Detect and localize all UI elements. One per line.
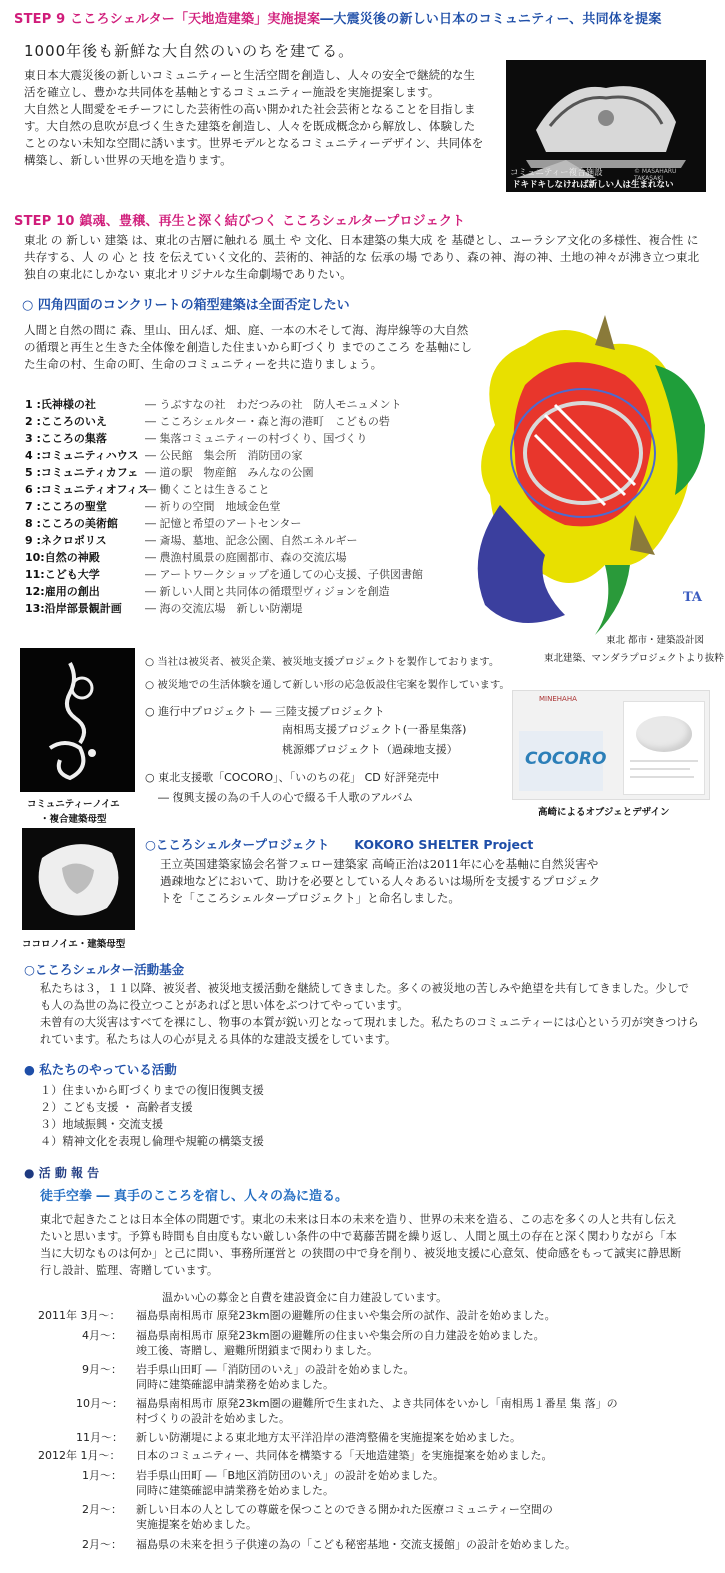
cd-caption: 高崎によるオブジェとデザイン [538, 807, 670, 818]
activity-item: ４）精神文化を表現し倫理や規範の構築支援 [40, 1135, 264, 1148]
step10-heading [14, 210, 465, 229]
step10-paragraph: 東北 の 新しい 建築 は、東北の古層に触れる 風土 や 文化、日本建築の集大成 を 基礎とし、ユーラシア文化の多様性、複合性 に 共存する、人 の 心 と 技 を伝えていく文化的、芸術的、神話的な 伝承の場 であり、森の神、海の神、土地の神々が沸き立つ東北独自の東北にしかない 東北オリジナルな生命劇場でありたい。 [24, 233, 700, 281]
cd-cover-image [512, 690, 710, 800]
report-text: 新しい日本の人としての尊厳を保つことのできる開かれた医療コミュニティー空間の [136, 1503, 553, 1516]
activity-item: ３）地域振興・交流支援 [40, 1118, 164, 1131]
cd-line-2: ― 復興支援の為の千人の心で綴る千人歌のアルバム [158, 791, 414, 804]
report-text: 福島県南相馬市 原発23km圏の避難所の住まいや集会所の自力建設を始めました。 [136, 1329, 545, 1342]
facility-description: ― 働くことは生きること [145, 483, 270, 496]
facility-list-item [25, 600, 303, 617]
facility-number: 9 :ネクロポリス [25, 534, 107, 547]
facility-list-item [25, 481, 270, 498]
report-text: 日本のコミュニティー、共同体を構築する「天地造建築」を実施提案を始めました。 [136, 1449, 553, 1462]
report-date: 1月～： [82, 1469, 122, 1482]
report-paragraph: 東北で起きたことは日本全体の問題です。東北の未来は日本の未来を造り、世界の未来を造る、この志を多くの人と共有し伝えたいと思います。予算も時間も自由度もない厳しい条件の中で葛藤苦闘を繰り返し、人間と風土の存在と深く関わりながら「本当に大切なものは何か」と己に問い、事務所運営と の狭間の中で身を削り、被災地支援に心意気、使命感をもって誠実に静思断行し設計、監理、寄贈しています。 [40, 1213, 682, 1277]
photo-caption: ドキドキしなければ新しい人は生まれない [512, 180, 674, 190]
facility-description: ― 道の駅 物産館 みんなの公園 [145, 466, 314, 479]
cd-booklet [519, 731, 607, 791]
shelter-paragraph: 王立英国建築家協会名誉フェロー建築家 高崎正治は2011年に心を基軸に自然災害や過疎地などにおいて、助けを必要としている人々あるいは場所を支援するプロジェクトを「こころシェルタープロジェクト」と命名しました。 [160, 857, 601, 905]
step10-title: 鎮魂、豊穣、再生と深く結びつく こころシェルタープロジェクト [79, 214, 466, 229]
facility-description: ― 海の交流広場 新しい防潮堤 [145, 602, 303, 615]
report-date: 2月～： [82, 1503, 122, 1516]
facility-number: 8 :こころの美術館 [25, 517, 118, 530]
report-text-continued: 竣工後、寄贈し、避難所閉鎖まで関わりました。 [136, 1344, 378, 1357]
report-date: 4月～： [82, 1329, 122, 1342]
facility-list-item [25, 396, 402, 413]
shelter-heading: ○こころシェルタープロジェクト KOKORO SHELTER Project [145, 837, 534, 852]
cd-brand: MINEHAHA [539, 695, 577, 703]
report-text-continued: 実施提案を始めました。 [136, 1518, 257, 1531]
report-text: 福島県の未来を担う子供達の為の「こども秘密基地・交流支援館」の設計を始めました。 [136, 1538, 576, 1551]
facility-description: ― 集落コミュニティーの村づくり、国づくり [145, 432, 368, 445]
facility-number: 2 :こころのいえ [25, 415, 107, 428]
report-text-continued: 村づくりの設計を始めました。 [136, 1412, 290, 1425]
report-text: 福島県南相馬市 原発23km圏の避難所で生まれた、よき共同体をいかし「南相馬１番星 集 落」の [136, 1397, 618, 1410]
facility-description: ― 公民館 集会所 消防団の家 [145, 449, 303, 462]
facility-number: 10:自然の神殿 [25, 551, 100, 564]
facility-number: 6 :コミュニティオフィス [25, 483, 149, 496]
facility-list-item [25, 532, 358, 549]
facility-description: ― 農漁村風景の庭園都市、森の交流広場 [145, 551, 347, 564]
noie-caption-1: コミュニティーノイエ [27, 799, 120, 810]
fund-paragraph-1: 私たちは３，１１以降、被災者、被災地支援活動を継続してきました。多くの被災地の苦しみや絶望を共有してきました。少しでも人の為世の為に役立つことがあればと思い体をぶつけてやっています。 [40, 982, 689, 1012]
community-noie-photo [20, 648, 135, 792]
facility-description: ― こころシェルター・森と海の港町 こどもの砦 [145, 415, 390, 428]
kokoro-noie-photo [22, 828, 135, 930]
facility-list-item [25, 566, 423, 583]
report-date: 9月～： [82, 1363, 122, 1376]
report-text: 新しい防潮堤による東北地方太平洋沿岸の港湾整備を実施提案を始めました。 [136, 1431, 521, 1444]
report-text: 福島県南相馬市 原発23km圏の避難所の住まいや集会所の試作、設計を始めました。 [136, 1309, 556, 1322]
facility-list-item [25, 430, 367, 447]
activity-item: ２）こども支援 ・ 高齢者支援 [40, 1101, 193, 1114]
facility-list-item [25, 515, 301, 532]
report-date: 2012年 1月～： [38, 1449, 121, 1462]
facility-number: 12:雇用の創出 [25, 585, 100, 598]
kokoro-noie-caption: ココロノイエ・建築母型 [22, 939, 126, 950]
facility-number: 7 :こころの聖堂 [25, 500, 107, 513]
noie-caption-2: ・複合建築母型 [40, 814, 107, 825]
cd-title: COCORO [525, 749, 607, 769]
community-facility-photo [506, 60, 706, 192]
facility-description: ― うぶすなの社 わだつみの社 防人モニュメント [145, 398, 402, 411]
report-text-continued: 同時に建築確認申請業務を始めました。 [136, 1484, 334, 1497]
support-note-1: ○ 当社は被災者、被災企業、被災地支援プロジェクトを製作しております。 [145, 656, 500, 668]
fund-heading: ○こころシェルター活動基金 [24, 962, 185, 977]
report-text: 岩手県山田町 ―「消防団のいえ」の設計を始めました。 [136, 1363, 415, 1376]
photo-label: コミュニティー複合施設 [510, 168, 603, 178]
activities-heading: ● 私たちのやっている活動 [24, 1062, 177, 1077]
art-signature: TA [682, 590, 702, 605]
concrete-heading: ○ 四角四面のコンクリートの箱型建築は全面否定したい [22, 298, 350, 313]
facility-list-item [25, 447, 303, 464]
project-tougenkyou: 桃源郷プロジェクト（過疎地支援） [282, 743, 458, 756]
facility-list-item [25, 549, 347, 566]
facility-list-item [25, 583, 390, 600]
facility-number: 11:こども大学 [25, 568, 100, 581]
step9-title: こころシェルター「天地造建築」実施提案 [70, 12, 321, 27]
support-note-2: ○ 被災地での生活体験を通して新しい形の応急仮設住宅案を製作しています。 [145, 679, 510, 691]
activity-item: １）住まいから町づくりまでの復旧復興支援 [40, 1084, 264, 1097]
facility-number: 13:沿岸部景観計画 [25, 602, 122, 615]
step9-heading [14, 8, 662, 27]
activities-list [40, 1082, 440, 1150]
mandala-artwork [455, 305, 710, 640]
project-minamisoma: 南相馬支援プロジェクト(一番星集落) [282, 723, 467, 736]
step9-body [24, 67, 486, 169]
facility-description: ― アートワークショップを通しての心支援、子供図書館 [145, 568, 423, 581]
step9-paragraph1: 東日本大震災後の新しいコミュニティーと生活空間を創造し、人々の安全で継続的な生活を確立し、豊かな共同体を基軸とするコミュニティー施設を実施提案します。 [24, 68, 475, 99]
cd-sleeve [623, 701, 705, 795]
fund-body [40, 980, 700, 1048]
facility-description: ― 新しい人間と共同体の循環型ヴィジョンを創造 [145, 585, 390, 598]
step9-paragraph2: 大自然と人間愛をモチーフにした芸術性の高い開かれた社会芸術となることを目指します。大自然の息吹が息づく生きた建築を創造し、人々を既成概念から解放し、体験したことのない未知な空間に誘います。世界モデルとなるコミュニティーデザイン、共同体を構築し、新しい世界の天地を造ります。 [24, 102, 484, 167]
facility-number: 5 :コミュニティカフェ [25, 466, 139, 479]
facility-list-item [25, 464, 314, 481]
report-date: 2011年 3月～： [38, 1309, 121, 1322]
report-text: 岩手県山田町 ―「B地区消防団のいえ」の設計を始めました。 [136, 1469, 445, 1482]
concrete-paragraph: 人間と自然の間に 森、里山、田んぼ、畑、庭、一本の木そして海、海岸線等の大自然の循環と再生と生きた全体像を創造した住まいから町づくり までのこころ を基軸にした生命の村、生命の町、生命のコミュニティーを共に造りましょう。 [24, 323, 472, 371]
report-date: 10月～： [76, 1397, 123, 1410]
facility-list-item [25, 498, 281, 515]
report-heading: ● 活 動 報 告 [24, 1166, 100, 1180]
step9-subtitle: ―大震災後の新しい日本のコミュニティー、共同体を提案 [320, 12, 662, 27]
art-caption-2: 東北建築、マンダラプロジェクトより抜粋 [544, 653, 724, 664]
fund-paragraph-2: 未曾有の大災害はすべてを裸にし、物事の本質が鋭い刃となって現れました。私たちのコミュニティーには心という刃が突きつけられています。私たちは人の心が見える具体的な建設支援をしています。 [40, 1016, 699, 1046]
step9-number: STEP 9 [14, 12, 66, 27]
report-text-continued: 同時に建築確認申請業務を始めました。 [136, 1378, 334, 1391]
report-date: 11月～： [76, 1431, 123, 1444]
report-intro: 温かい心の募金と自費を建設資金に自力建設しています。 [162, 1291, 448, 1304]
facility-description: ― 祈りの空間 地域金色堂 [145, 500, 281, 513]
report-motto: 徒手空拳 ― 真手のこころを宿し、人々の為に造る。 [40, 1189, 349, 1204]
step9-tagline: 1000年後も新鮮な大自然のいのちを建てる。 [24, 42, 355, 60]
facility-list-item [25, 413, 390, 430]
facility-description: ― 記憶と希望のアートセンター [145, 517, 302, 530]
step10-number: STEP 10 [14, 214, 75, 229]
report-date: 2月～： [82, 1538, 122, 1551]
facility-number: 3 :こころの集落 [25, 432, 107, 445]
facility-number: 1 :氏神様の社 [25, 398, 96, 411]
facility-number: 4 :コミュニティハウス [25, 449, 139, 462]
cd-line-1: ○ 東北支援歌「COCORO」、「いのちの花」 CD 好評発売中 [145, 771, 440, 784]
projects-label: ○ 進行中プロジェクト ― 三陸支援プロジェクト [145, 705, 385, 718]
photo-credit: © MASAHARU TAKASAKI [634, 168, 677, 182]
facility-description: ― 斎場、墓地、記念公園、自然エネルギー [145, 534, 358, 547]
art-caption-1: 東北 都市・建築設計図 [606, 635, 705, 646]
